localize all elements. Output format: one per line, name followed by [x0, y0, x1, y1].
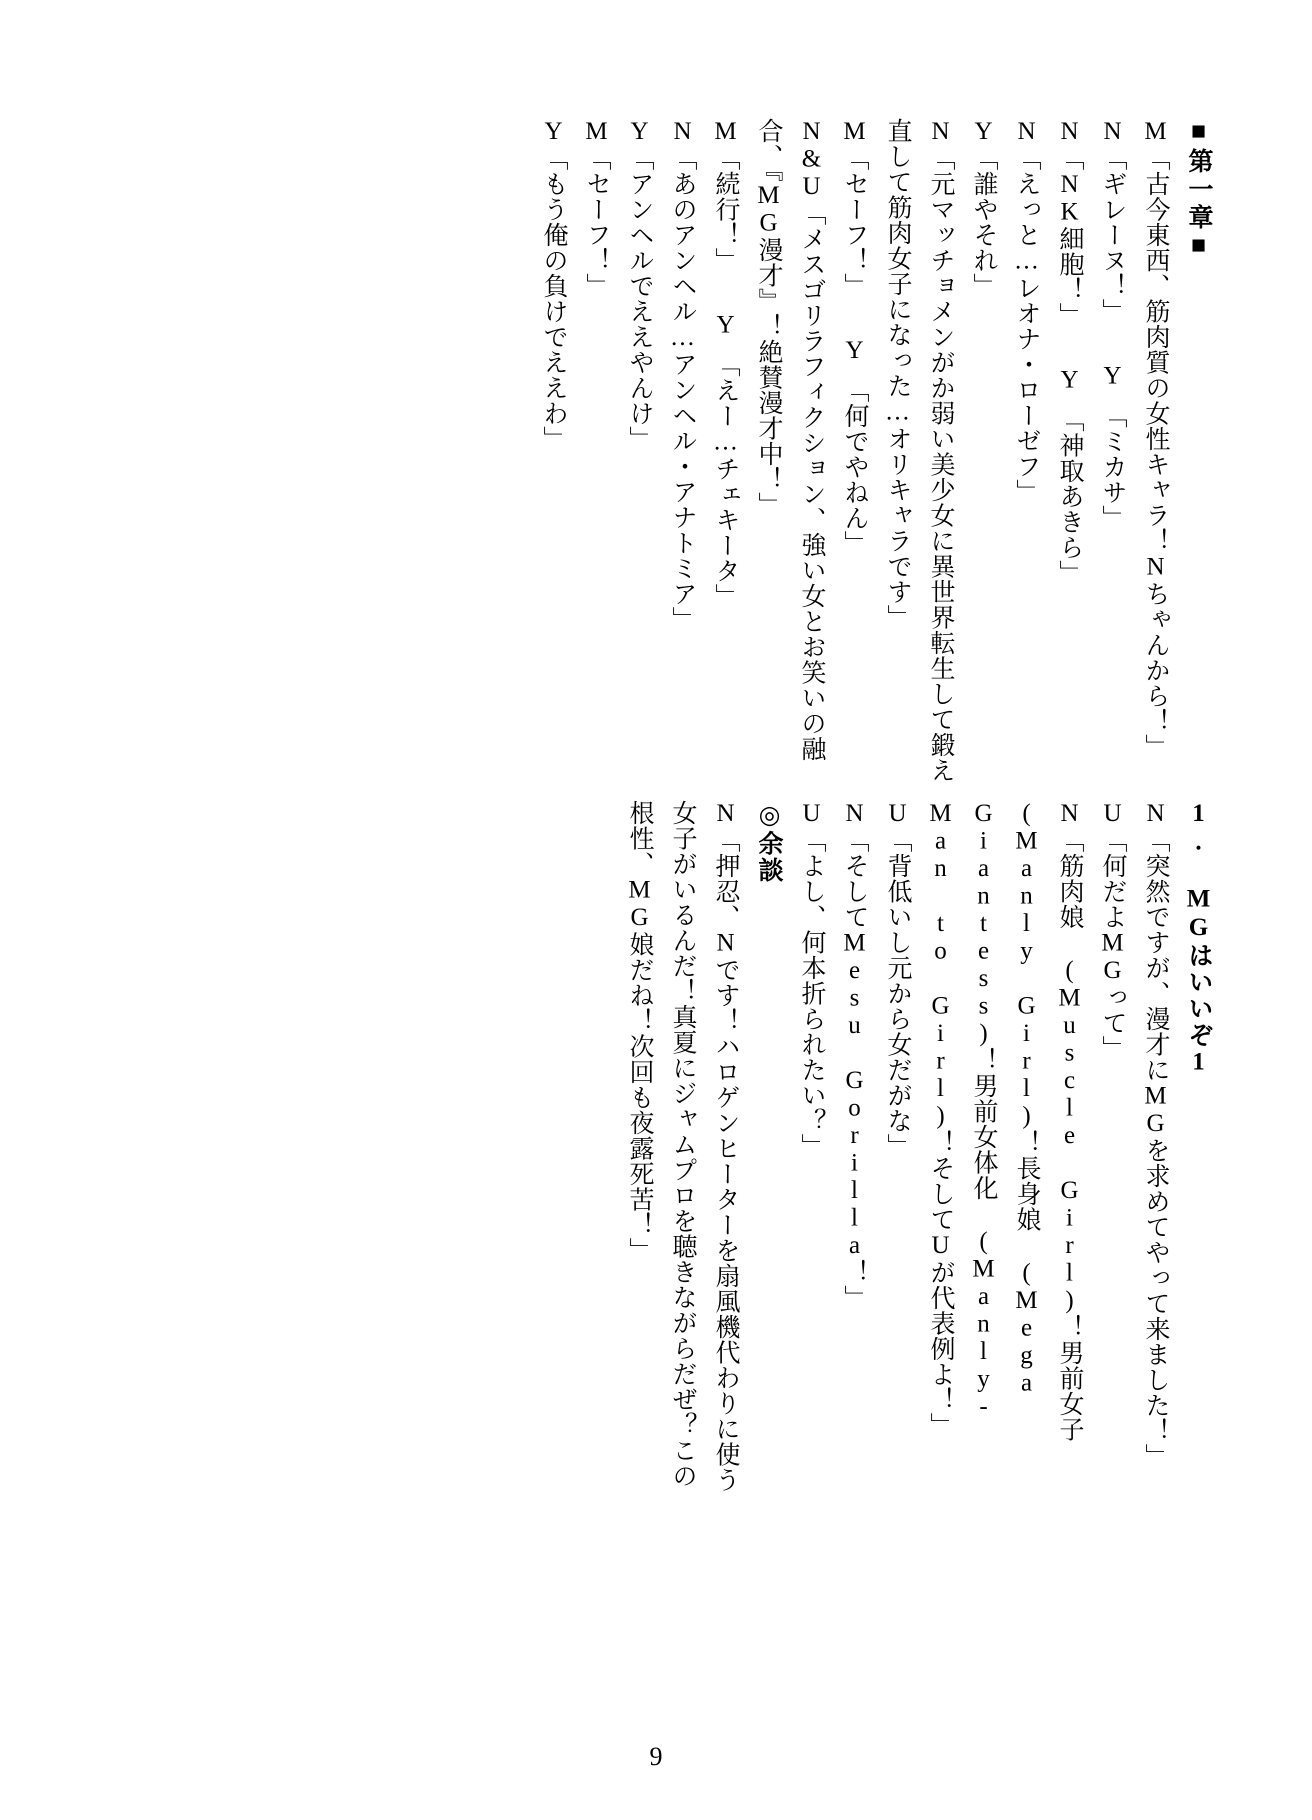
dialogue-text: 「セーフ！」 Y 「何でやねん」 — [841, 145, 868, 556]
mg-section — [618, 800, 1220, 1500]
dialogue-line — [962, 118, 1005, 798]
dialogue-text: 「突然ですが、漫才にMGを求めてやって来ました！」 — [1142, 827, 1169, 1469]
dialogue-text: 「あのアンヘル…アンヘル・アナトミア」 — [669, 145, 696, 632]
speaker-label: N — [1013, 118, 1040, 146]
dialogue-text: 「えっと…レオナ・ローゼフ」 — [1013, 145, 1040, 505]
speaker-label: N — [669, 118, 696, 146]
dialogue-line — [1048, 118, 1091, 798]
speaker-label: M — [712, 118, 739, 146]
speaker-label: N — [1142, 800, 1169, 828]
dialogue-line — [1134, 800, 1177, 1500]
speaker-label: Y — [970, 118, 997, 146]
dialogue-line — [833, 118, 876, 798]
dialogue-text: 「続行！」 Y 「えー…チェキータ」 — [712, 145, 739, 609]
chapter-one-section — [532, 118, 1220, 798]
speaker-label: N — [1056, 800, 1083, 828]
dialogue-line — [1091, 800, 1134, 1500]
dialogue-text: 「筋肉娘 (Muscle Girl)！男前女子 (Manly Girl)！長身娘 (Mega Giantess)！男前女体化 (Manly-Man to Girl)！そしてUが代表例よ！」 — [927, 800, 1083, 1442]
dialogue-text: 「NK細胞！」 Y 「神取あきら」 — [1056, 145, 1083, 586]
speaker-label: N — [841, 800, 868, 828]
dialogue-text: 「誰やそれ」 — [970, 145, 997, 299]
speaker-label: U — [798, 800, 825, 828]
speaker-label: N — [1099, 118, 1126, 146]
speaker-label: U — [884, 800, 911, 828]
dialogue-line — [704, 118, 747, 798]
dialogue-line — [618, 118, 661, 798]
dialogue-text: 「何だよMGって」 — [1099, 827, 1126, 1061]
dialogue-text: 「もう俺の負けでええわ」 — [540, 145, 567, 452]
dialogue-line — [790, 800, 833, 1500]
dialogue-text: 「元マッチョメンがか弱い美少女に異世界転生して鍛え直して筋肉女子になった…オリキャラです」 — [884, 118, 954, 783]
speaker-label: Y — [626, 118, 653, 146]
speaker-label: N — [927, 118, 954, 146]
dialogue-text: 「ギレーヌ！」 Y 「ミカサ」 — [1099, 145, 1126, 531]
chapter-heading: ■第一章■ — [1185, 118, 1212, 262]
dialogue-line — [618, 800, 747, 1500]
section-heading: 1. MGはいいぞ1 — [1185, 800, 1212, 1077]
dialogue-text: 「セーフ！」 — [583, 145, 610, 299]
dialogue-text: 「背低いし元から女だがな」 — [884, 827, 911, 1159]
speaker-label: M — [583, 118, 610, 146]
dialogue-line — [661, 118, 704, 798]
speaker-label: N&U — [798, 118, 825, 201]
dialogue-line — [1134, 118, 1177, 798]
dialogue-text: 「メスゴリラフィクション、強い女とお笑いの融合、『MG漫才』！絶賛漫才中！」 — [755, 118, 825, 762]
dialogue-text: 「アンヘルでええやんけ」 — [626, 145, 653, 452]
aside-heading: ◎余談 — [755, 800, 782, 884]
dialogue-line — [876, 800, 919, 1500]
page-number: 9 — [649, 1742, 663, 1771]
speaker-label: M — [1142, 118, 1169, 146]
dialogue-text: 「そしてMesu Gorilla！」 — [841, 827, 868, 1311]
dialogue-line — [919, 800, 1091, 1500]
speaker-label: N — [1056, 118, 1083, 146]
dialogue-line — [833, 800, 876, 1500]
dialogue-text: 「古今東西、筋肉質の女性キャラ！Nちゃんから！」 — [1142, 145, 1169, 760]
dialogue-line — [747, 118, 833, 798]
speaker-label: N — [712, 800, 739, 828]
dialogue-line — [1005, 118, 1048, 798]
speaker-label: M — [841, 118, 868, 146]
dialogue-line — [876, 118, 962, 798]
dialogue-line — [532, 118, 575, 798]
dialogue-text: 「押忍、Nです！ハロゲンヒーターを扇風機代わりに使う女子がいるんだ！真夏にジャムプロを聴きながらだぜ？この根性、MG娘だね！次回も夜露死苦！」 — [626, 800, 739, 1493]
speaker-label: U — [1099, 800, 1126, 828]
dialogue-line — [575, 118, 618, 798]
speaker-label: Y — [540, 118, 567, 146]
dialogue-text: 「よし、何本折られたい？」 — [798, 827, 825, 1159]
dialogue-line — [1091, 118, 1134, 798]
